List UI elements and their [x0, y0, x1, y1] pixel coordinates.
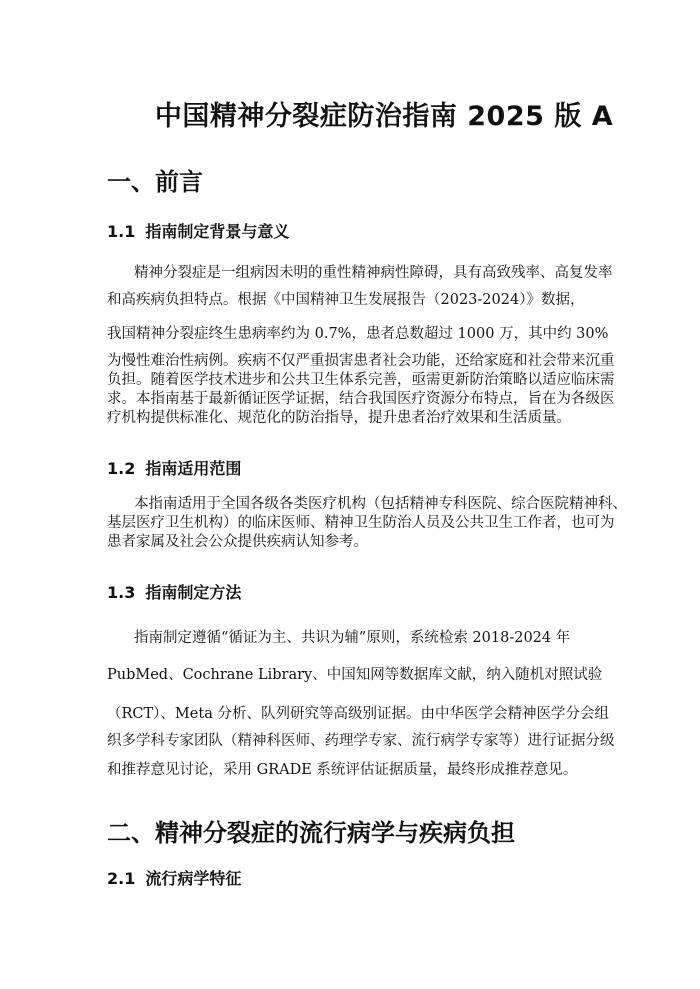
- subsection-number: 1.2: [107, 459, 136, 478]
- paragraph-line: 为慢性难治性病例。疾病不仅严重损害患者社会功能，还给家庭和社会带来沉重: [107, 353, 615, 369]
- paragraph-line: 织多学科专家团队（精神科医师、药理学专家、流行病学专家等）进行证据分级: [107, 733, 615, 749]
- subsection-heading-2-1: [107, 866, 241, 889]
- paragraph-line: 求。本指南基于最新循证医学证据，结合我国医疗资源分布特点，旨在为各级医: [107, 391, 615, 407]
- subsection-title: 指南适用范围: [145, 459, 242, 478]
- subsection-number: 2.1: [107, 869, 136, 888]
- subsection-title: 指南制定方法: [145, 583, 242, 602]
- section-heading-preface: 一、前言: [107, 168, 203, 196]
- subsection-heading-1-2: [107, 456, 241, 479]
- subsection-number: 1.3: [107, 583, 136, 602]
- subsection-heading-1-3: [107, 580, 241, 603]
- paragraph-line: 我国精神分裂症终生患病率约为 0.7%，患者总数超过 1000 万，其中约 30%: [107, 326, 609, 342]
- paragraph-line: 基层医疗卫生机构）的临床医师、精神卫生防治人员及公共卫生工作者，也可为: [107, 515, 615, 531]
- paragraph-line: 精神分裂症是一组病因未明的重性精神病性障碍，具有高致残率、高复发率: [134, 265, 613, 281]
- paragraph-line: 患者家属及社会公众提供疾病认知参考。: [107, 534, 368, 550]
- paragraph-line: 和推荐意见讨论，采用 GRADE 系统评估证据质量，最终形成推荐意见。: [107, 762, 578, 778]
- paragraph-line: PubMed、Cochrane Library、中国知网等数据库文献，纳入随机对照试验: [107, 667, 603, 683]
- document-title: 中国精神分裂症防治指南 2025 版 A: [154, 101, 614, 132]
- paragraph-line: 本指南适用于全国各级各类医疗机构（包括精神专科医院、综合医院精神科、: [134, 496, 627, 512]
- paragraph-line: 疗机构提供标准化、规范化的防治指导，提升患者治疗效果和生活质量。: [107, 410, 571, 426]
- subsection-title: 指南制定背景与意义: [145, 222, 290, 241]
- subsection-number: 1.1: [107, 222, 136, 241]
- paragraph-line: 负担。随着医学技术进步和公共卫生体系完善，亟需更新防治策略以适应临床需: [107, 372, 615, 388]
- paragraph-line: （RCT）、Meta 分析、队列研究等高级别证据。由中华医学会精神医学分会组: [107, 706, 609, 722]
- paragraph-line: 和高疾病负担特点。根据《中国精神卫生发展报告（2023-2024）》数据，: [107, 292, 585, 308]
- section-heading-epidemiology: 二、精神分裂症的流行病学与疾病负担: [107, 819, 515, 847]
- paragraph-line: 指南制定遵循“循证为主、共识为辅”原则，系统检索 2018-2024 年: [134, 630, 571, 646]
- subsection-heading-1-1: [107, 219, 289, 242]
- subsection-title: 流行病学特征: [145, 869, 242, 888]
